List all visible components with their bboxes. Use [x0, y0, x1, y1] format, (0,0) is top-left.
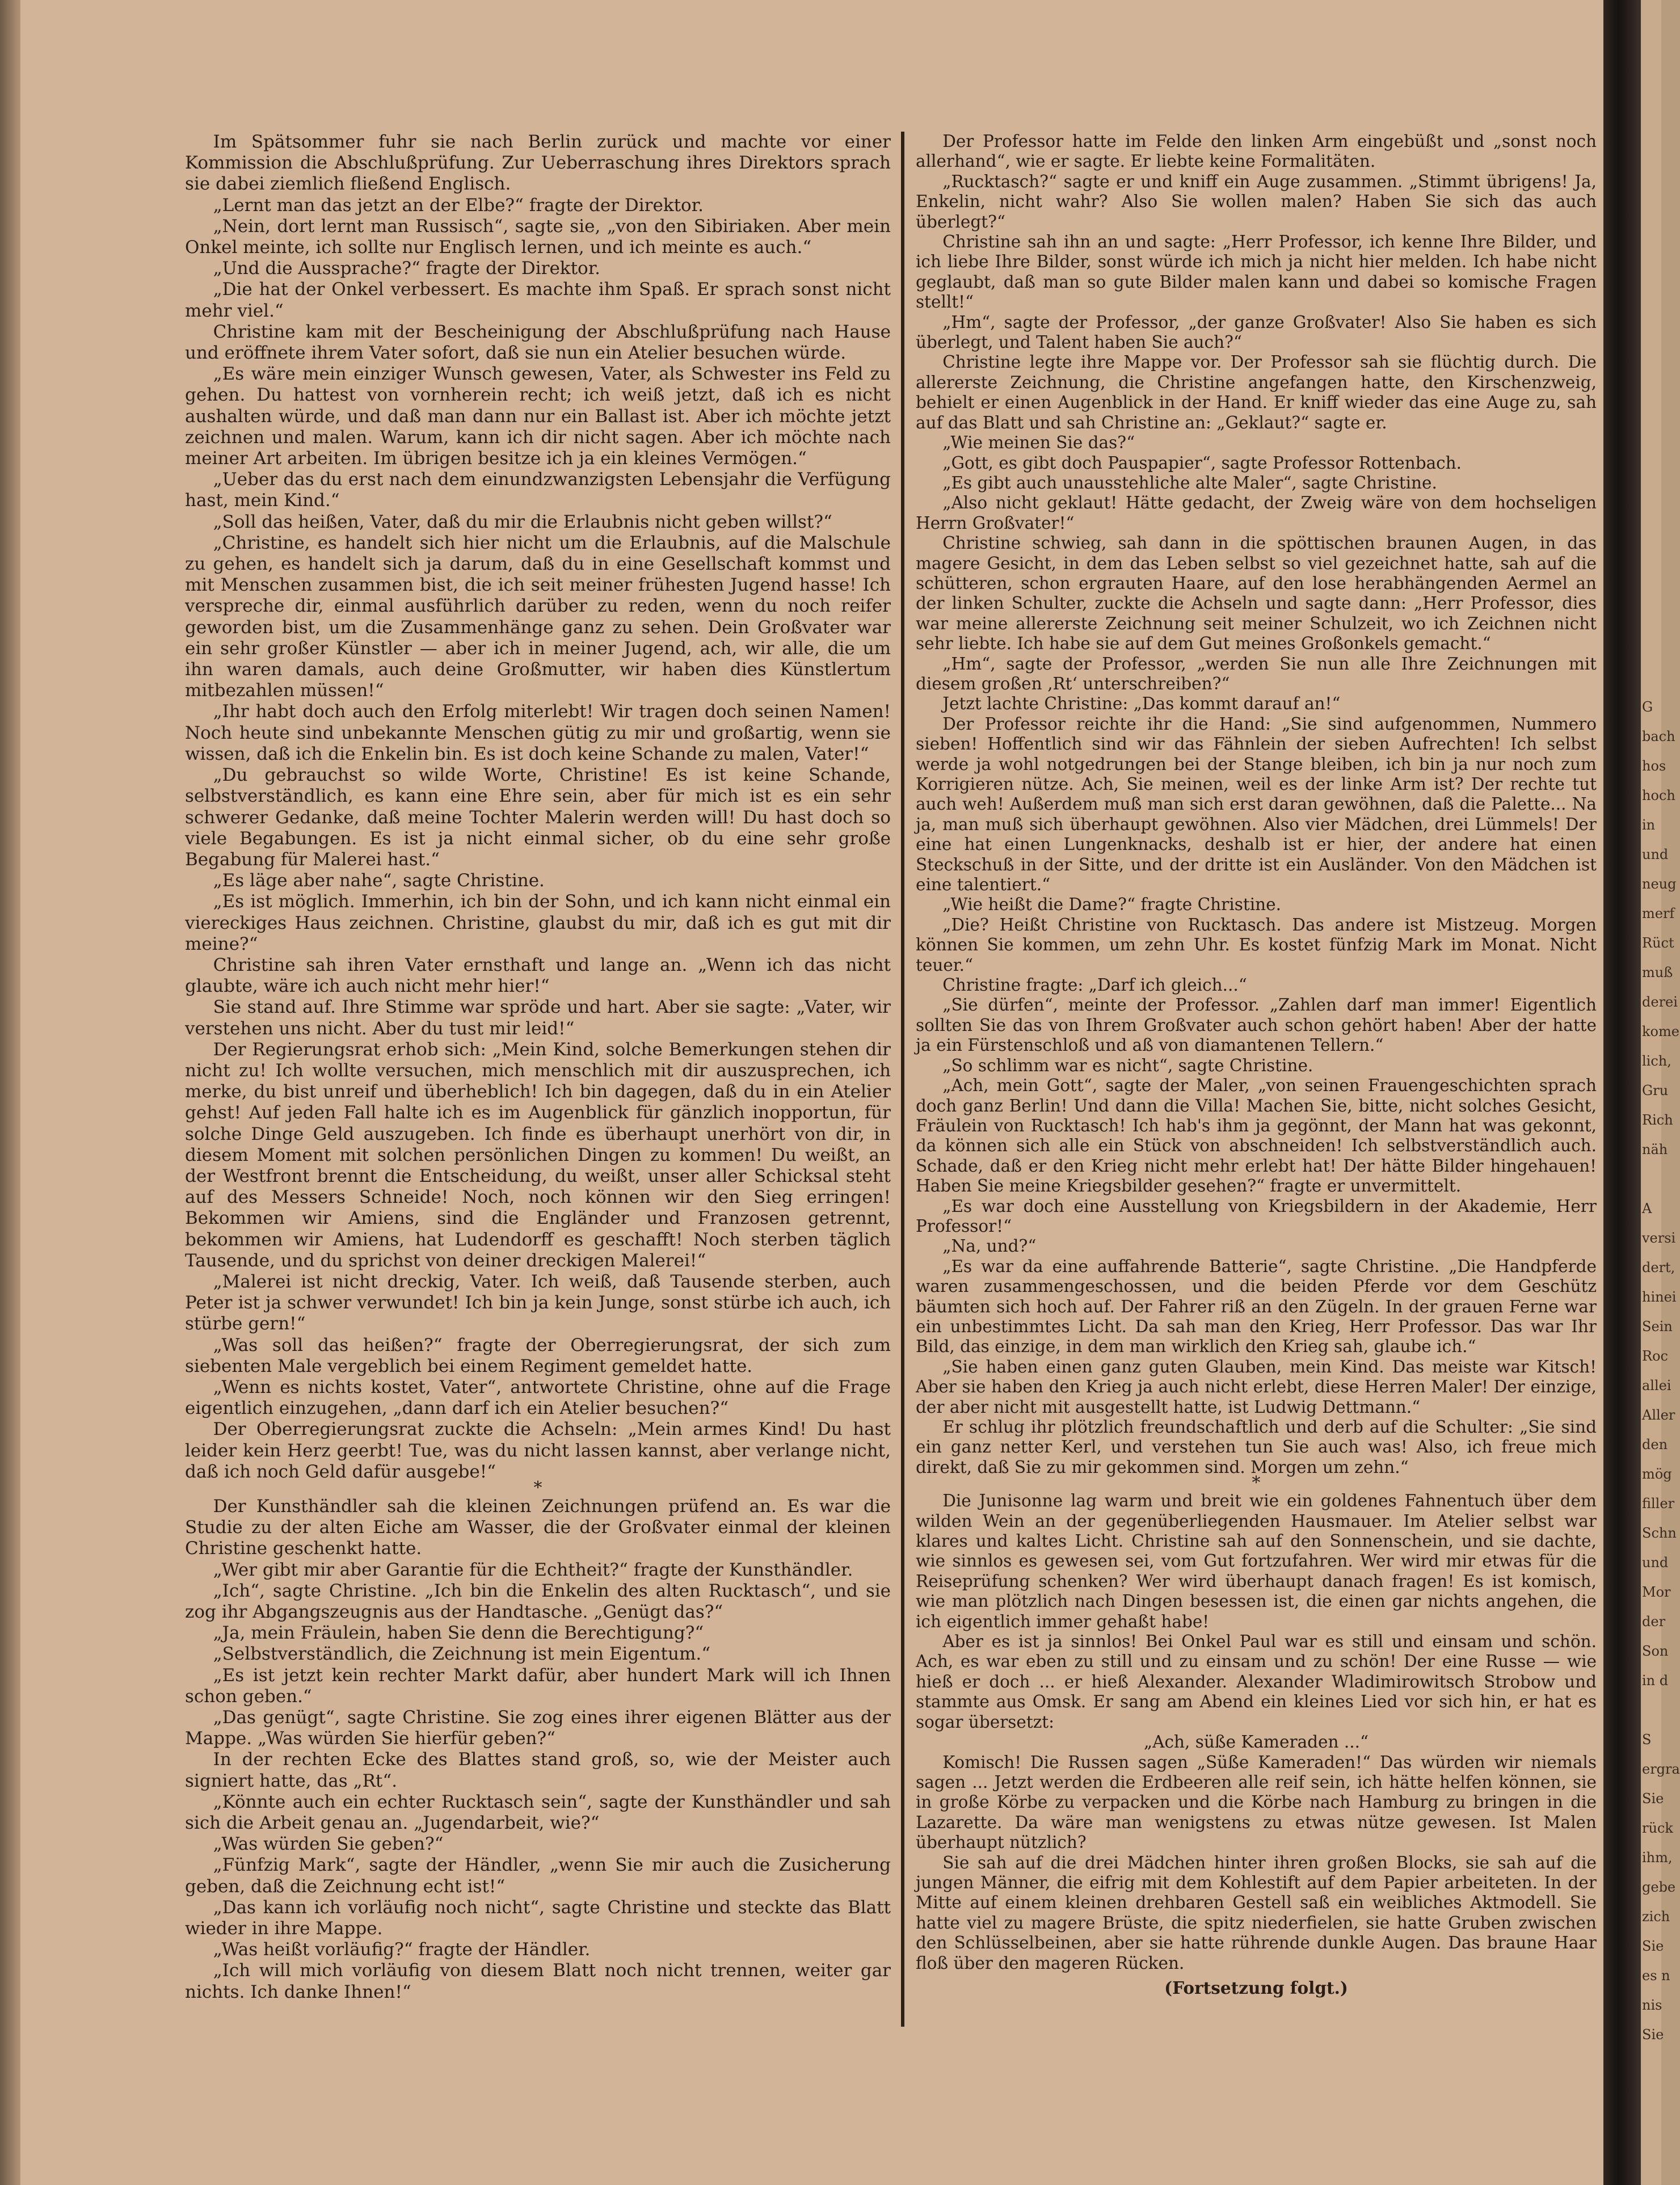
section-separator: *	[533, 1478, 542, 1498]
paragraph: „Das kann ich vorläufig noch nicht“, sagte Christine und steckte das Blatt wieder in ihre Mappe.	[185, 1897, 891, 1939]
paragraph: Christine sah ihn an und sagte: „Herr Professor, ich kenne Ihre Bilder, und ich liebe Ihre Bilder, sonst würde ich mich ja nicht hier melden. Ich habe nicht geglaubt, daß man so gute Bilder malen kann und dabei so komische Fragen stellt!“	[916, 232, 1597, 312]
paragraph: Der Oberregierungsrat zuckte die Achseln: „Mein armes Kind! Du hast leider kein Herz geerbt! Tue, was du nicht lassen kannst, aber verlange nicht, daß ich noch Geld dafür ausgebe!“	[185, 1419, 891, 1482]
paragraph: „Es war doch eine Ausstellung von Kriegsbildern in der Akademie, Herr Professor!“	[916, 1196, 1597, 1236]
paragraph: „Na, und?“	[942, 1236, 1037, 1256]
paragraph: „Sie haben einen ganz guten Glauben, mein Kind. Das meiste war Kitsch! Aber sie haben den Krieg ja auch nicht erlebt, diese Herren Maler! Der einzige, der aber nicht mit ausgestellt hatte, ist Ludwig Dettmann.“	[916, 1357, 1597, 1417]
paragraph: Im Spätsommer fuhr sie nach Berlin zurück und machte vor einer Kommission die Abschlußprüfung. Zur Ueberraschung ihres Direktors sprach sie dabei ziemlich fließend Englisch.	[185, 132, 891, 195]
paragraph: „Es läge aber nahe“, sagte Christine.	[213, 870, 545, 891]
paragraph: Der Professor hatte im Felde den linken Arm eingebüßt und „sonst noch allerhand“, wie er sagte. Er liebte keine Formalitäten.	[916, 132, 1597, 171]
paragraph: Christine kam mit der Bescheinigung der Abschlußprüfung nach Hause und eröffnete ihrem Vater sofort, daß sie nun ein Atelier besuchen würde.	[185, 321, 891, 364]
paragraph: Christine schwieg, sah dann in die spöttischen braunen Augen, in das magere Gesicht, in dem das Leben selbst so viel gezeichnet hatte, sah auf die schütteren, schon ergrauten Haare, auf den lose herabhängenden Aermel an der linken Schulter, zuckte die Achseln und sagte dann: „Herr Professor, dies war meine allererste Zeichnung seit meiner Schulzeit, wo ich Zeichnen nicht sehr liebte. Ich habe sie auf dem Gut meines Großonkels gemacht.“	[916, 533, 1597, 654]
paragraph: „Hm“, sagte der Professor, „der ganze Großvater! Also Sie haben es sich überlegt, und Talent haben Sie auch?“	[916, 312, 1597, 352]
paragraph: „Lernt man das jetzt an der Elbe?“ fragte der Direktor.	[213, 195, 704, 216]
paragraph: Christine legte ihre Mappe vor. Der Professor sah sie flüchtig durch. Die allererste Zeichnung, die Christine angefangen hatte, den Kirschenzweig, behielt er einen Augenblick in der Hand. Er kniff wieder das eine Auge zu, sah auf das Blatt und sah Christine an: „Geklaut?“ sagte er.	[916, 352, 1597, 432]
paragraph: „Nein, dort lernt man Russisch“, sagte sie, „von den Sibiriaken. Aber mein Onkel meinte, ich sollte nur Englisch lernen, und ich meinte es auch.“	[185, 216, 891, 258]
paragraph: In der rechten Ecke des Blattes stand groß, so, wie der Meister auch signiert hatte, das „Rt“.	[185, 1749, 891, 1791]
paragraph: „Wenn es nichts kostet, Vater“, antwortete Christine, ohne auf die Frage eigentlich einzugehen, „dann darf ich ein Atelier besuchen?“	[185, 1376, 891, 1419]
next-page-edge	[1641, 0, 1680, 2185]
paragraph: Der Professor reichte ihr die Hand: „Sie sind aufgenommen, Nummero sieben! Hoffentlich sind wir das Fähnlein der sieben Aufrechten! Ich selbst werde ja wohl notgedrungen bei der Stange bleiben, ich bin ja nur noch zum Korrigieren nütze. Ach, Sie meinen, weil es der linke Arm ist? Der rechte tut auch weh! Außerdem muß man sich erst daran gewöhnen, daß die Palette... Na ja, man muß sich überhaupt gewöhnen. Also vier Mädchen, drei Lümmels! Der eine hat einen Lungenknacks, deshalb ist er hier, der andere hat einen Steckschuß in der Sitte, und der dritte ist ein Ausländer. Von den Mädchen ist eine talentiert.“	[916, 714, 1597, 895]
paragraph: Der Regierungsrat erhob sich: „Mein Kind, solche Bemerkungen stehen dir nicht zu! Ich wollte versuchen, mich menschlich mit dir auszusprechen, ich merke, du bist unreif und überheblich! Ich bin dagegen, daß du in ein Atelier gehst! Auf jeden Fall halte ich es im Augenblick für gänzlich inopportun, für solche Dinge Geld auszugeben. Ich finde es überhaupt unerhört von dir, in diesem Moment mit solchen persönlichen Dingen zu kommen! Du weißt, an der Westfront brennt die Entscheidung, du weißt, unser aller Schicksal steht auf des Messers Schneide! Noch, noch können wir den Sieg erringen! Bekommen wir Amiens, sind die Engländer und Franzosen getrennt, bekommen wir Amiens, hat Ludendorff es geschafft! Noch sterben täglich Tausende, und du sprichst von deiner dreckigen Malerei!“	[185, 1039, 891, 1271]
paragraph: „Es ist jetzt kein rechter Markt dafür, aber hundert Mark will ich Ihnen schon geben.“	[185, 1665, 891, 1707]
paragraph: „Ach, mein Gott“, sagte der Maler, „von seinen Frauengeschichten sprach doch ganz Berlin! Und dann die Villa! Machen Sie, bitte, nicht solches Gesicht, Fräulein von Rucktasch! Ich hab's ihm ja gegönnt, der Mann hat was gekonnt, da können sich alle ein Stück von abschneiden! Ich selbstverständlich auch. Schade, daß er den Krieg nicht mehr erlebt hat! Der hätte Bilder hingehauen! Haben Sie meine Kriegsbilder gesehen?“ fragte er unvermittelt.	[916, 1076, 1597, 1196]
paragraph: „Was heißt vorläufig?“ fragte der Händler.	[213, 1939, 591, 1960]
left-section-b	[185, 1496, 891, 2003]
left-column	[185, 132, 891, 2003]
right-column	[916, 132, 1597, 1998]
paragraph: „Du gebrauchst so wilde Worte, Christine! Es ist keine Schande, selbstverständlich, es kann eine Ehre sein, aber für mich ist es ein sehr schwerer Gedanke, daß meine Tochter Malerin werden will! Du hast doch so viele Begabungen. Es ist ja nicht einmal sicher, ob du eine sehr große Begabung für Malerei hast.“	[185, 765, 891, 870]
paragraph: „Gott, es gibt doch Pauspapier“, sagte Professor Rottenbach.	[942, 453, 1462, 473]
paragraph: „Wie meinen Sie das?“	[942, 433, 1135, 453]
paragraph: Der Kunsthändler sah die kleinen Zeichnungen prüfend an. Es war die Studie zu der alten Eiche am Wasser, die der Großvater einmal der kleinen Christine geschenkt hatte.	[185, 1496, 891, 1559]
paragraph: „Was würden Sie geben?“	[213, 1834, 444, 1855]
paragraph: Die Junisonne lag warm und breit wie ein goldenes Fahnentuch über dem wilden Wein an der gegenüberliegenden Hausmauer. Im Atelier selbst war klares und kaltes Licht. Christine sah auf den Sonnenschein, und sie dachte, wie sinnlos es gewesen sei, vom Gut fortzufahren. Wer wird mir etwas für die Reiseprüfung schenken? Wer wird überhaupt danach fragen! Es ist komisch, wie man plötzlich nach Dingen besessen ist, die einen gar nichts angehen, die ich eigentlich immer gehaßt habe!	[916, 1491, 1597, 1631]
to-be-continued-note: (Fortsetzung folgt.)	[1164, 1977, 1348, 1998]
paragraph: „Was soll das heißen?“ fragte der Oberregierungsrat, der sich zum siebenten Male vergeblich bei einem Regiment gemeldet hatte.	[185, 1334, 891, 1376]
paragraph: „Das genügt“, sagte Christine. Sie zog eines ihrer eigenen Blätter aus der Mappe. „Was würden Sie hierfür geben?“	[185, 1707, 891, 1749]
paragraph: „Die? Heißt Christine von Rucktasch. Das andere ist Mistzeug. Morgen können Sie kommen, um zehn Uhr. Es kostet fünfzig Mark im Monat. Nicht teuer.“	[916, 915, 1597, 975]
paragraph: „Ich“, sagte Christine. „Ich bin die Enkelin des alten Rucktasch“, und sie zog ihr Abgangszeugnis aus der Handtasche. „Genügt das?“	[185, 1580, 891, 1623]
paragraph: „Selbstverständlich, die Zeichnung ist mein Eigentum.“	[213, 1644, 711, 1665]
left-section-a	[185, 132, 891, 1483]
right-section-a	[916, 132, 1597, 1477]
paragraph: Sie stand auf. Ihre Stimme war spröde und hart. Aber sie sagte: „Vater, wir verstehen uns nicht. Aber du tust mir leid!“	[185, 997, 891, 1039]
book-gutter	[1603, 0, 1641, 2185]
next-page-text-fragment: G bach hos hoch in und neug merf Rüct muß derei kome lich, Gru Rich näh A versi dert, hinei Sein Roc allei Aller den mög filler Schn und Mor der Son in d S ergra Sie rück ihm, gebe zich Sie es n nis Sie	[1642, 699, 1680, 2043]
paragraph: Sie sah auf die drei Mädchen hinter ihren großen Blocks, sie sah auf die jungen Männer, die eifrig mit dem Kohlestift auf dem Papier arbeiteten. In der Mitte auf einem kleinen drehbaren Gestell saß ein weibliches Aktmodell. Sie hatte viel zu magere Brüste, die spitz niederfielen, sie hatte Gruben zwischen den Schlüsselbeinen, aber sie hatte rührende dunkle Augen. Das braune Haar floß über den mageren Rücken.	[916, 1853, 1597, 1973]
paragraph: „Die hat der Onkel verbessert. Es machte ihm Spaß. Er sprach sonst nicht mehr viel.“	[185, 279, 891, 321]
paragraph: „Sie dürfen“, meinte der Professor. „Zahlen darf man immer! Eigentlich sollten Sie das von Ihrem Großvater auch schon gehört haben! Aber der hatte ja ein Fürstenschloß und aß von diamantenen Tellern.“	[916, 995, 1597, 1055]
paragraph: „Ich will mich vorläufig von diesem Blatt noch nicht trennen, weiter gar nichts. Ich danke Ihnen!“	[185, 1960, 891, 2002]
paragraph: „Also nicht geklaut! Hätte gedacht, der Zweig wäre von dem hochseligen Herrn Großvater!“	[916, 493, 1597, 533]
paragraph: Komisch! Die Russen sagen „Süße Kameraden!“ Das würden wir niemals sagen ... Jetzt werden die Erdbeeren alle reif sein, ich hätte helfen können, sie in große Körbe zu verpacken und die Körbe nach Hamburg zu bringen in die Lazarette. Da wäre man wenigstens zu etwas nütze gewesen. Ist Malen überhaupt nützlich?	[916, 1752, 1597, 1853]
paragraph: „Es gibt auch unausstehliche alte Maler“, sagte Christine.	[942, 473, 1437, 492]
paragraph: Jetzt lachte Christine: „Das kommt darauf an!“	[942, 694, 1341, 714]
paragraph: „Wie heißt die Dame?“ fragte Christine.	[942, 895, 1281, 915]
paragraph: „Soll das heißen, Vater, daß du mir die Erlaubnis nicht geben willst?“	[213, 511, 832, 532]
paragraph: Aber es ist ja sinnlos! Bei Onkel Paul war es still und einsam und schön. Ach, es war eben zu still und zu einsam und zu schön! Der eine Russe — wie hieß er doch ... er hieß Alexander. Alexander Wladimirowitsch Strobow und stammte aus Omsk. Er sang am Abend ein kleines Lied vor sich hin, er hat es sogar übersetzt:	[916, 1632, 1597, 1732]
paragraph: „Es wäre mein einziger Wunsch gewesen, Vater, als Schwester ins Feld zu gehen. Du hattest von vornherein recht; ich weiß jetzt, daß ich es nicht aushalten würde, und daß man dann nur ein Ballast ist. Aber ich möchte jetzt zeichnen und malen. Warum, kann ich dir nicht sagen. Aber ich möchte nach meiner Art arbeiten. Im übrigen besitze ich ja ein kleines Vermögen.“	[185, 364, 891, 469]
paragraph: „Christine, es handelt sich hier nicht um die Erlaubnis, auf die Malschule zu gehen, es handelt sich ja darum, daß du in eine Gesellschaft kommst und mit Menschen zusammen bist, die ich seit meiner frühesten Jugend hasse! Ich verspreche dir, einmal ausführlich darüber zu reden, wenn du noch reifer geworden bist, um die Zusammenhänge ganz zu sehen. Dein Großvater war ein sehr großer Künstler — aber ich in meiner Jugend, ach, wir alle, die um ihn waren damals, auch deine Großmutter, wir haben dies Künstlertum mitbezahlen müssen!“	[185, 532, 891, 701]
paragraph: „Wer gibt mir aber Garantie für die Echtheit?“ fragte der Kunsthändler.	[213, 1559, 853, 1580]
right-section-b	[916, 1491, 1597, 1732]
paragraph: „So schlimm war es nicht“, sagte Christine.	[942, 1055, 1313, 1075]
paragraph: Christine fragte: „Darf ich gleich...“	[942, 975, 1247, 995]
newspaper-page	[20, 0, 1680, 2185]
scan-edge	[0, 0, 20, 2185]
paragraph: „Ihr habt doch auch den Erfolg miterlebt! Wir tragen doch seinen Namen! Noch heute sind unbekannte Menschen gütig zu mir und großartig, wenn sie wissen, daß ich die Enkelin bin. Es ist doch keine Schande zu malen, Vater!“	[185, 701, 891, 764]
paragraph: „Rucktasch?“ sagte er und kniff ein Auge zusammen. „Stimmt übrigens! Ja, Enkelin, nicht wahr? Also Sie wollen malen? Haben Sie sich das auch überlegt?“	[916, 171, 1597, 231]
paragraph: „Hm“, sagte der Professor, „werden Sie nun alle Ihre Zeichnungen mit diesem großen ‚Rt‘ unterschreiben?“	[916, 654, 1597, 693]
paragraph: „Es ist möglich. Immerhin, ich bin der Sohn, und ich kann nicht einmal ein viereckiges Haus zeichnen. Christine, glaubst du mir, daß ich es gut mit dir meine?“	[185, 891, 891, 954]
column-rule	[901, 132, 904, 2027]
paragraph: „Ueber das du erst nach dem einundzwanzigsten Lebensjahr die Verfügung hast, mein Kind.“	[185, 469, 891, 511]
paragraph: „Malerei ist nicht dreckig, Vater. Ich weiß, daß Tausende sterben, auch Peter ist ja schwer verwundet! Ich bin ja kein Junge, sonst stürbe ich auch, ich stürbe gern!“	[185, 1271, 891, 1334]
paragraph: „Es war da eine auffahrende Batterie“, sagte Christine. „Die Handpferde waren zusammengeschossen, und die beiden Pferde vor dem Geschütz bäumten sich hoch auf. Der Fahrer riß an den Zügeln. In der grauen Ferne war ein unbestimmtes Licht. Da sah man den Krieg, Herr Professor. Das war Ihr Bild, das einzige, in dem man wirklich den Krieg sah, glaube ich.“	[916, 1256, 1597, 1357]
paragraph: „Fünfzig Mark“, sagte der Händler, „wenn Sie mir auch die Zusicherung geben, daß die Zeichnung echt ist!“	[185, 1855, 891, 1897]
paragraph: „Könnte auch ein echter Rucktasch sein“, sagte der Kunsthändler und sah sich die Arbeit genau an. „Jugendarbeit, wie?“	[185, 1791, 891, 1834]
paragraph: „Und die Aussprache?“ fragte der Direktor.	[213, 258, 600, 279]
paragraph: Er schlug ihr plötzlich freundschaftlich und derb auf die Schulter: „Sie sind ein ganz netter Kerl, und verstehen tun Sie auch was! Also, ich freue mich direkt, daß Sie zu mir gekommen sind. Morgen um zehn.“	[916, 1417, 1597, 1477]
paragraph: „Ja, mein Fräulein, haben Sie denn die Berechtigung?“	[213, 1623, 704, 1644]
right-section-c	[916, 1753, 1597, 1973]
section-separator: *	[1252, 1473, 1261, 1493]
poem-line: „Ach, süße Kameraden ...“	[1143, 1732, 1369, 1752]
paragraph: Christine sah ihren Vater ernsthaft und lange an. „Wenn ich das nicht glaubte, wäre ich auch nicht mehr hier!“	[185, 954, 891, 997]
